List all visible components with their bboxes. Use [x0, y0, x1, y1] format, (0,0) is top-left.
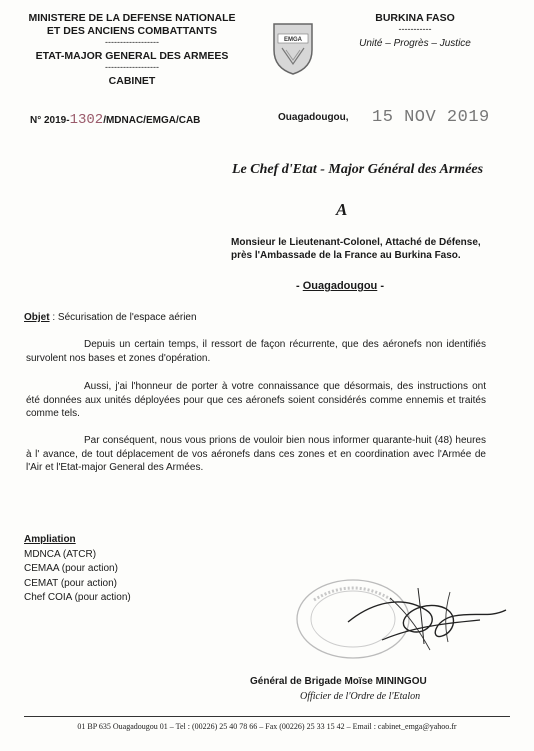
emblem-text: EMGA: [284, 37, 302, 43]
addressee-marker: A: [336, 200, 348, 219]
recipient-city: [296, 280, 384, 292]
ministry-line-2: ET DES ANCIENS COMBATTANTS: [46, 25, 218, 37]
date-stamp: 15 NOV 2019: [372, 108, 490, 127]
ministry-line-3: ETAT-MAJOR GENERAL DES ARMEES: [35, 50, 229, 62]
body-paragraph: Depuis un certain temps, il ressort de façon récurrente, que des aéronefs non identifiés survolent nos bases et zones d'opération.: [26, 339, 486, 364]
emblem-shield-icon: [272, 20, 314, 76]
reference-prefix: N° 2019-: [30, 115, 70, 126]
ministry-line-4: CABINET: [108, 75, 156, 87]
subject-label: Objet: [24, 312, 50, 323]
body-paragraph: Par conséquent, nous vous prions de vouloir bien nous informer quarante-huit (48) heures à l' avance, de tout déplacement de vos aéronefs dans ces zones et en coordination avec l'Armée de l'Air et l'Etat-major General des Armées.: [26, 435, 486, 473]
city-name: Ouagadougou: [302, 280, 378, 292]
recipient: Monsieur le Lieutenant-Colonel, Attaché de Défense, près l'Ambassade de la France au Burkina Faso.: [231, 237, 481, 261]
ampliation-list: [24, 533, 131, 606]
signer-title: Officier de l'Ordre de l'Etalon: [300, 691, 421, 702]
ampliation-title: Ampliation: [24, 534, 76, 545]
separator: ------------------: [105, 37, 159, 47]
reference-number: [30, 112, 200, 128]
signer-name: Général de Brigade Moïse MININGOU: [250, 676, 427, 687]
footer-contact: 01 BP 635 Ouagadougou 01 – Tel : (00226) 25 40 78 66 – Fax (00226) 25 33 15 42 – Email : cabinet_emga@yahoo.fr: [77, 722, 457, 731]
ampliation-item: MDNCA (ATCR): [24, 548, 97, 560]
ampliation-item: Chef COIA (pour action): [24, 592, 131, 603]
country-header: [340, 12, 490, 50]
country-name: BURKINA FASO: [375, 12, 455, 24]
national-motto: Unité – Progrès – Justice: [359, 38, 471, 49]
reference-suffix: /MDNAC/EMGA/CAB: [103, 115, 201, 126]
reference-stamped-number: 1302: [69, 112, 104, 128]
city-dash: -: [296, 280, 303, 292]
place: Ouagadougou,: [278, 112, 349, 123]
sender-title: Le Chef d'Etat - Major Général des Armées: [232, 162, 484, 177]
body-paragraph: Aussi, j'ai l'honneur de porter à votre connaissance que désormais, des instructions ont été données aux unités déployées pour que ces aéronefs soient considérés comme ennemis et traités comme tels.: [26, 381, 486, 419]
handwritten-signature-icon: [330, 580, 520, 660]
ampliation-item: CEMAA (pour action): [24, 563, 118, 574]
city-dash: -: [377, 280, 385, 292]
footer-divider: [24, 716, 510, 717]
ampliation-item: CEMAT (pour action): [24, 577, 117, 589]
subject-line: [24, 312, 197, 323]
subject-text: : Sécurisation de l'espace aérien: [49, 312, 197, 323]
ministry-line-1: MINISTERE DE LA DEFENSE NATIONALE: [28, 12, 236, 24]
separator: ------------------: [105, 62, 159, 72]
ministry-header: [14, 12, 250, 88]
separator: -----------: [398, 24, 432, 34]
